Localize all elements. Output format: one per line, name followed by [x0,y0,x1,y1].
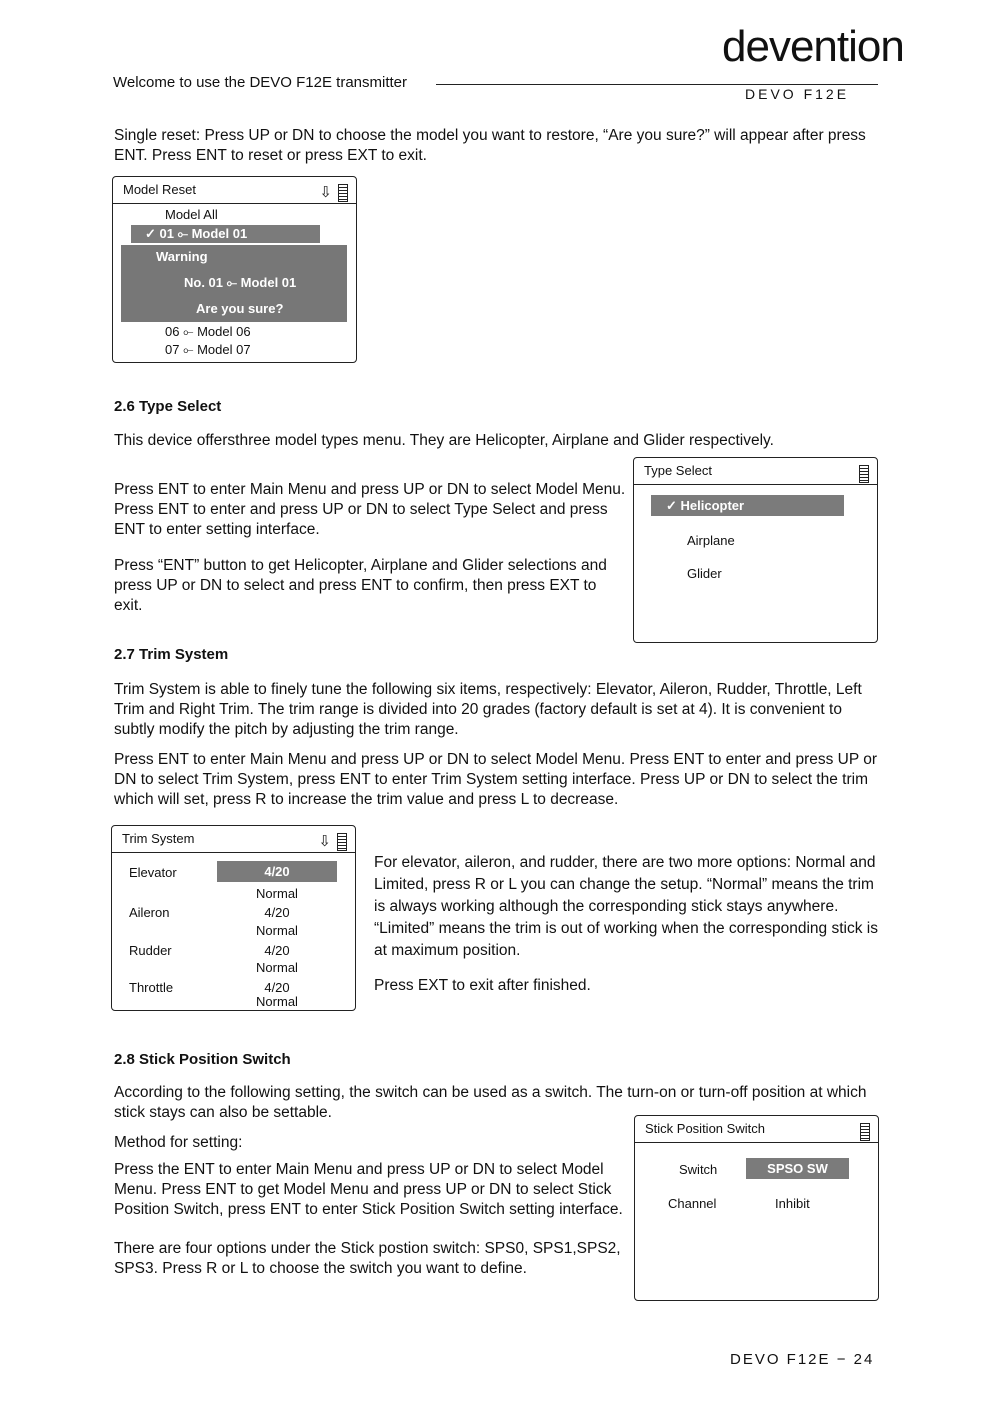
type-select-p2: Press ENT to enter Main Menu and press UP or DN to select Model Menu. Press ENT to enter and press UP or DN to select Type Select and press ENT to enter setting interface. [114,481,626,538]
trim-value[interactable]: 4/20 [264,943,290,958]
trim-value[interactable]: 4/20 [264,980,290,995]
intro-paragraph: Single reset: Press UP or DN to choose the model you want to restore, “Are you sure?” will appear after press ENT. Press ENT to reset or press EXT to exit. [114,127,866,164]
logo-subtitle: DEVO F12E [745,86,850,102]
trim-p2: Press ENT to enter Main Menu and press UP or DN to select Model Menu. Press ENT to enter and press UP or DN to select Trim System, press ENT to enter Trim System setting interface. Press UP or DN to select the trim which will set, press R to increase the trim value and press L to decrease. [114,751,877,808]
channel-value[interactable]: Inhibit [775,1196,810,1211]
sps-p2: Method for setting: [114,1134,243,1151]
trim-value[interactable]: 4/20 [264,905,290,920]
trim-mode[interactable]: Normal [256,886,298,901]
battery-icon [337,833,347,851]
type-glider[interactable]: Glider [687,566,722,581]
trim-value[interactable]: 4/20 [217,861,337,882]
sps-p3: Press the ENT to enter Main Menu and press UP or DN to select Model Menu. Press ENT to get Model Menu and press UP or DN to select Stick Position Switch, press ENT to enter Stick Position Switch setting interface. [114,1161,623,1218]
trim-p3: For elevator, aileron, and rudder, there are two more options: Normal and Limited, press R or L you can change the setup. “Normal” means the trim is always working although the corresponding stick stays anywhere. “Limited” means the trim is out of working when the corresponding stick is at maximum position. [374,854,878,959]
battery-icon [860,1123,870,1141]
warning-model: No. 01 ⟜ Model 01 [184,275,297,290]
stick-position-switch-screen [634,1115,879,1301]
type-select-p3: Press “ENT” button to get Helicopter, Airplane and Glider selections and press UP or DN to select and press ENT to confirm, then press EXT to exit. [114,557,607,614]
screen-title: Type Select [644,463,712,478]
item-selected: ✓ 01 ⟜ Model 01 [131,225,320,243]
trim-p4: Press EXT to exit after finished. [374,977,591,994]
type-select-p1: This device offersthree model types menu. They are Helicopter, Airplane and Glider respectively. [114,432,774,449]
type-airplane[interactable]: Airplane [687,533,735,548]
arrow-down-icon: ⇩ [318,833,337,850]
trim-mode[interactable]: Normal [256,923,298,938]
heading-2-8: 2.8 Stick Position Switch [114,1051,291,1068]
header-rule [436,84,878,85]
confirm-prompt[interactable]: Are you sure? [196,301,284,316]
channel-label: Channel [668,1196,717,1211]
sps-p1: According to the following setting, the switch can be used as a switch. The turn-on or turn-off position at which stick stays can also be settable. [114,1084,867,1121]
sps-p4: There are four options under the Stick postion switch: SPS0, SPS1,SPS2, SPS3. Press R or L to choose the switch you want to define. [114,1240,621,1277]
trim-name: Rudder [129,943,172,958]
switch-value[interactable]: SPSO SW [746,1158,849,1179]
trim-mode[interactable]: Normal [256,994,298,1009]
trim-p1: Trim System is able to finely tune the following six items, respectively: Elevator, Aileron, Rudder, Throttle, Left Trim and Right Trim. The trim range is divided into 20 grades (factory default is set at 4). It is convenient to subtly modify the pitch by adjusting the trim range. [114,681,862,738]
trim-name: Aileron [129,905,170,920]
page-footer: DEVO F12E − 24 [730,1351,875,1368]
switch-label: Switch [679,1162,718,1177]
warning-dialog [121,245,347,322]
logo: devention [722,22,904,71]
type-select-screen [633,457,878,643]
item-model-all: Model All [165,207,218,222]
type-helicopter[interactable]: ✓ Helicopter [651,495,844,516]
item-07: 07 ⟜ Model 07 [165,342,251,357]
trim-system-screen [111,825,356,1011]
battery-icon [338,184,348,202]
model-reset-screen [112,176,357,363]
trim-mode[interactable]: Normal [256,960,298,975]
arrow-down-icon: ⇩ [319,184,338,201]
trim-name: Elevator [129,865,177,880]
screen-title: Model Reset [123,182,196,197]
battery-icon [859,465,869,483]
item-06: 06 ⟜ Model 06 [165,324,251,339]
trim-name: Throttle [129,980,174,995]
heading-2-7: 2.7 Trim System [114,646,229,663]
header-title: Welcome to use the DEVO F12E transmitter [113,74,408,91]
warning-title: Warning [156,249,208,264]
heading-2-6: 2.6 Type Select [114,398,222,415]
screen-title: Stick Position Switch [645,1121,765,1136]
screen-title: Trim System [122,831,195,846]
